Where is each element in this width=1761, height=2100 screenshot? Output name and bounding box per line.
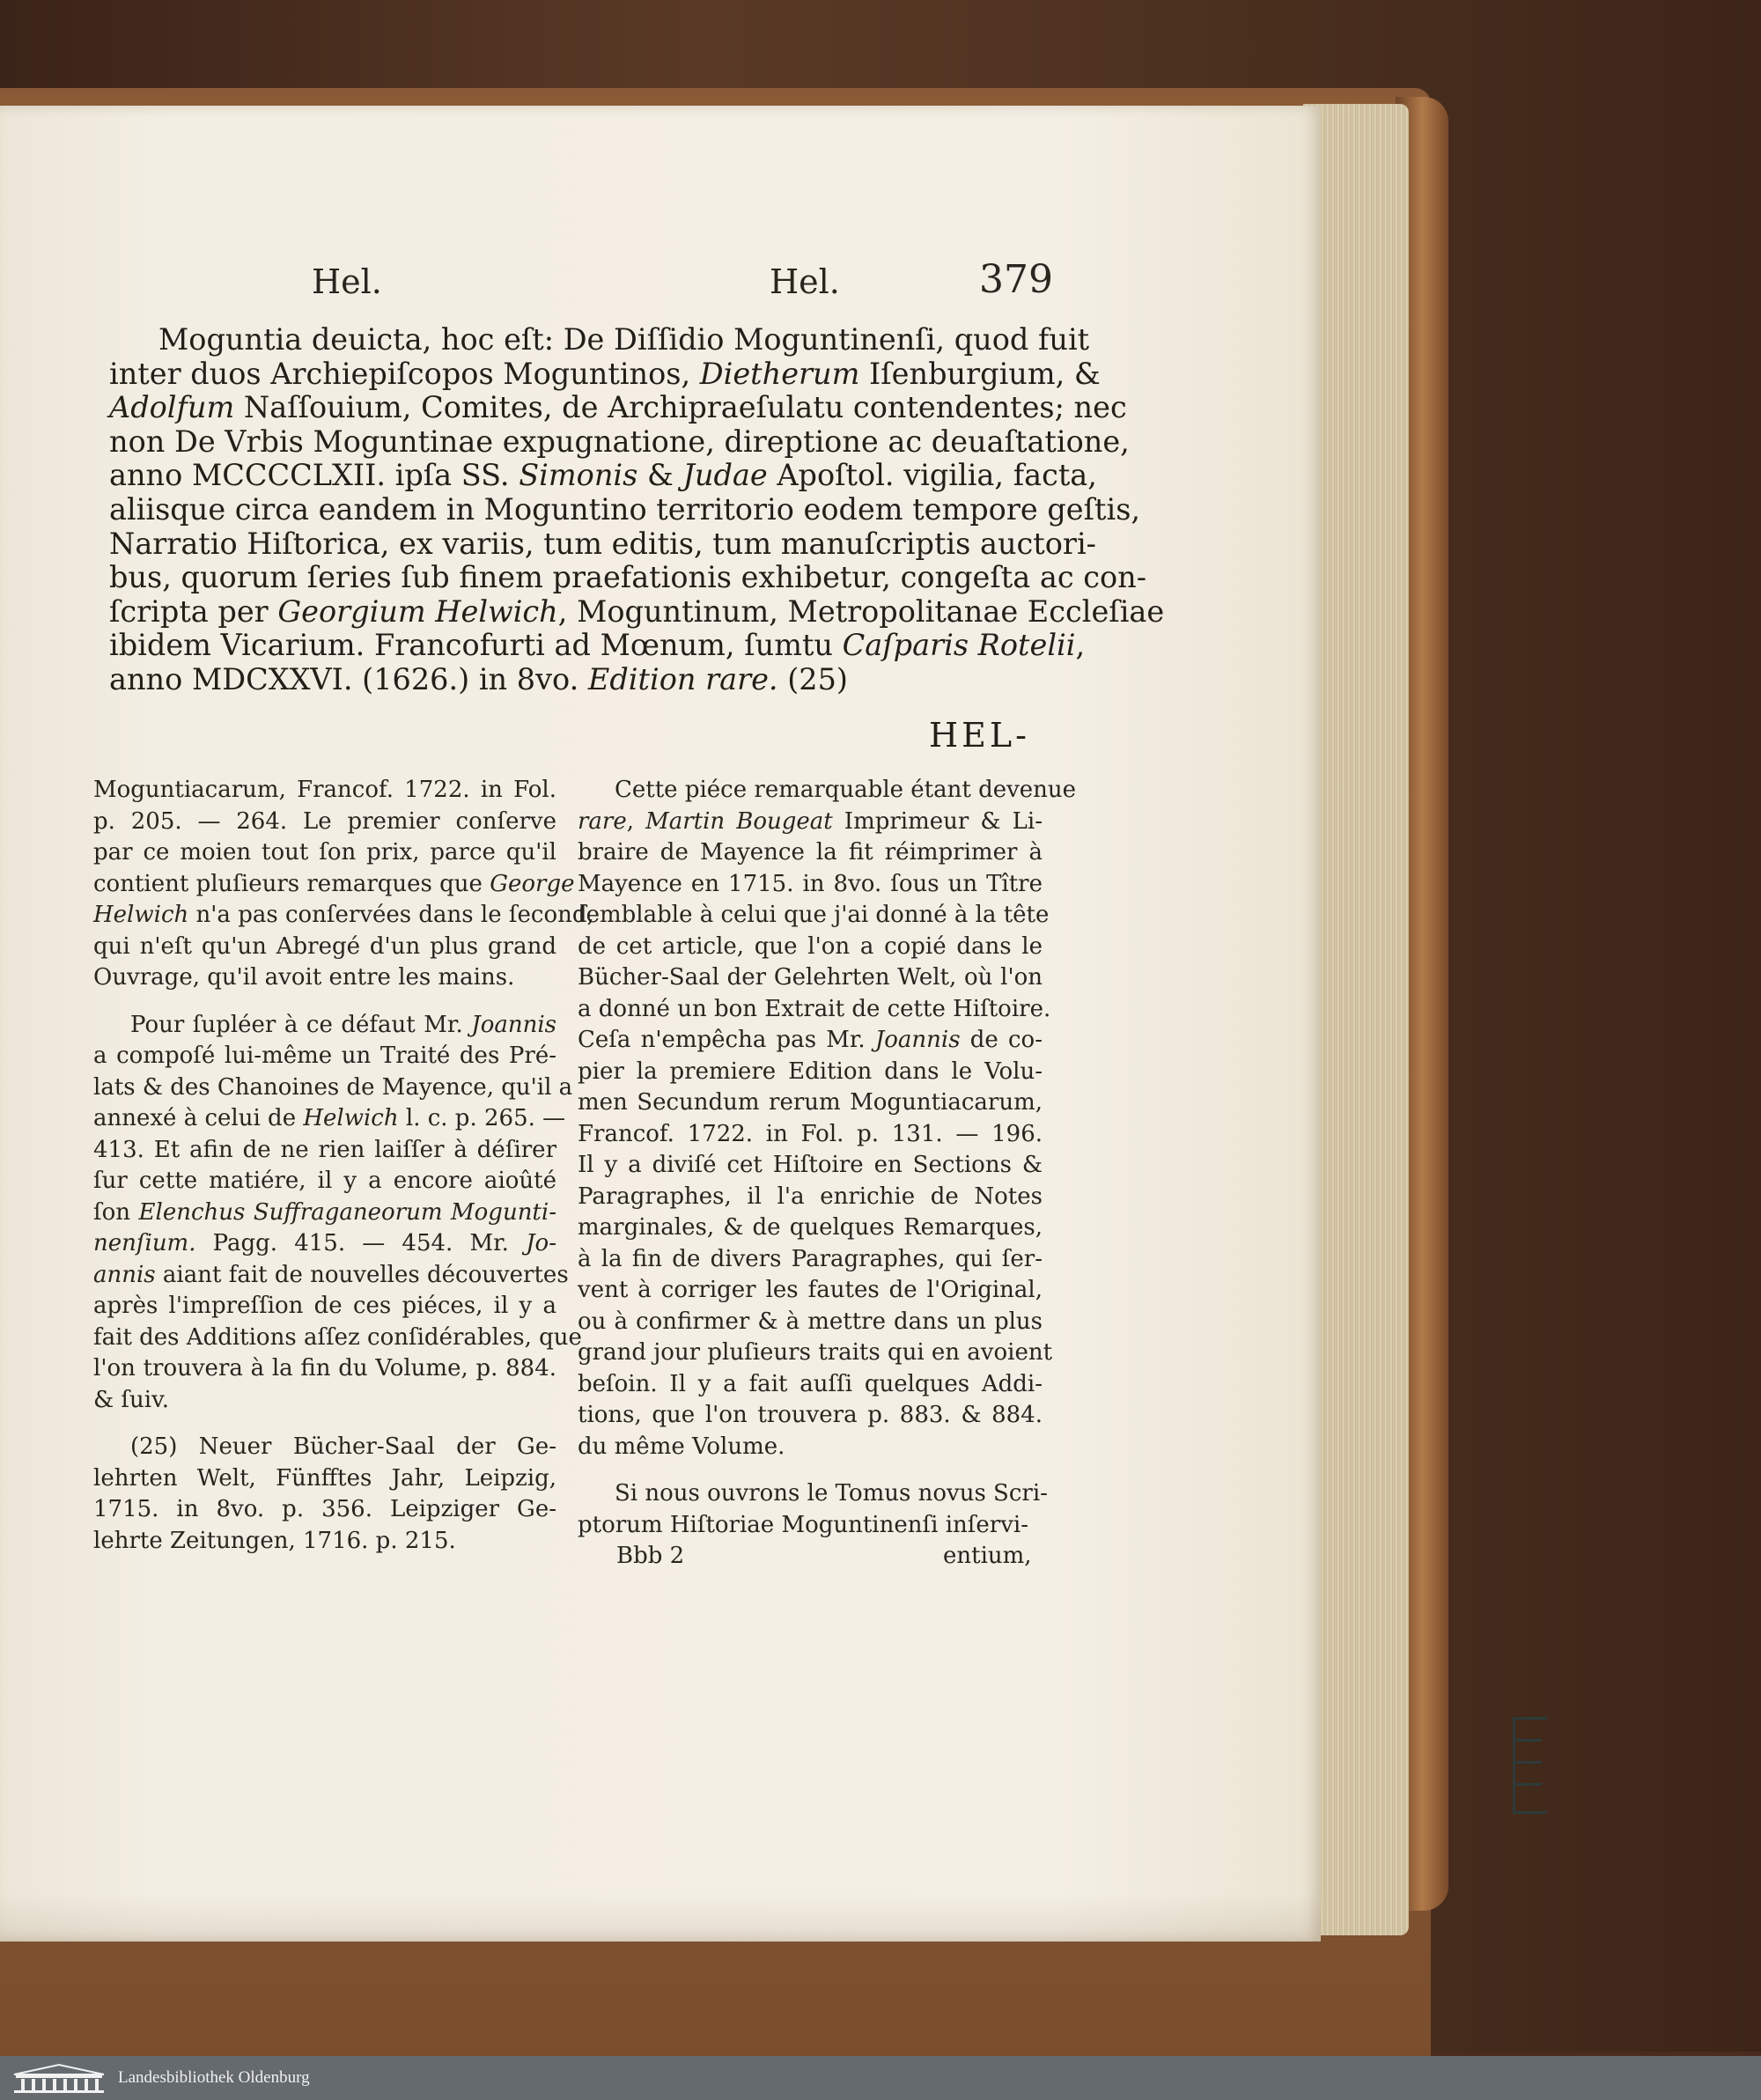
text-line [93,1103,566,1135]
entry-title-block [109,322,1165,697]
italic-text: Simonis [519,458,638,493]
text-line [578,1400,1043,1432]
text-line [93,1353,556,1385]
text-line [109,526,1096,562]
text-line [578,1025,1043,1057]
text-line [109,491,1141,527]
text-line [578,1087,1043,1119]
text-run: par ce moien tout ſon prix, parce qu'il [93,839,556,866]
italic-text: Judae [682,458,768,493]
text-run: tions, que l'on trouvera p. 883. & 884. [578,1402,1043,1428]
text-line [93,775,556,807]
text-run: p. 205. — 264. Le premier conſerve [93,807,556,835]
library-name: Landesbibliothek Oldenburg [118,2068,310,2087]
text-run: qui n'eſt qu'un Abregé d'un plus grand [93,932,556,960]
italic-text: Jo- [526,1230,556,1256]
text-line [578,932,1043,963]
text-line [93,1291,556,1323]
italic-text: Helwich [93,902,189,928]
italic-text: nenſium. [93,1230,196,1256]
text-line [109,593,1165,630]
text-run: Iſenburgium, & [859,356,1101,391]
text-line [578,1369,1043,1401]
text-run: , [1075,628,1086,663]
right-column [578,775,1077,1541]
color-marker-strip [1513,1717,1547,1814]
text-run: Narratio Hiſtorica, ex variis, tum editis, tum manuſcriptis auctori- [109,526,1096,561]
text-run: a donné un bon Extrait de cette Hiſtoire. [578,995,1051,1022]
text-run: ibidem Vicarium. Francofurti ad Mœnum, ſumtu [109,628,843,663]
page-shadow [0,1893,1321,1946]
text-run: braire de Mayence la fit réimprimer à [578,839,1043,866]
text-run: Pour ſupléer à ce défaut Mr. [130,1011,472,1038]
text-line [93,1463,556,1495]
text-run: (25) Neuer Bücher-Saal der Ge- [130,1433,556,1460]
text-run: de co- [960,1027,1043,1053]
paragraph-gap [93,994,556,1010]
italic-text: Dietherum [699,356,860,391]
text-run: l. c. p. 265. — [398,1105,566,1131]
text-line [109,322,1090,357]
text-run: ou à confirmer & à mettre dans un plus [578,1308,1043,1335]
italic-text: Joannis [874,1027,961,1053]
text-run: Si nous ouvrons le Tomus novus Scri- [615,1480,1048,1507]
text-run: inter duos Archiepiſcopos Moguntinos, [109,356,700,391]
text-run: beſoin. Il y a fait auſſi quelques Addi- [578,1370,1043,1397]
text-line [109,560,1147,595]
text-run: Naſſouium, Comites, de Archipraeſulatu contendentes; nec [234,390,1127,425]
text-run: anno MDCXXVI. (1626.) in 8vo. [109,661,588,696]
text-line [109,424,1130,460]
text-line [578,837,1043,869]
text-line [93,1166,556,1197]
text-run: & ſuiv. [93,1386,169,1413]
text-run: bus, quorum ſeries ſub finem praefationis exhibetur, congeſta ac con- [109,560,1147,595]
text-line [93,1010,556,1042]
text-line [578,1478,1048,1510]
text-line [578,994,1051,1026]
italic-text: Georgium Helwich [277,593,558,629]
text-run: (25) [777,661,848,696]
text-line [578,1150,1043,1182]
text-line [93,1494,556,1526]
text-line [93,1260,569,1292]
text-line [93,1228,556,1260]
text-run: non De Vrbis Moguntinae expugnatione, direptione ac deuaſtatione, [109,424,1130,459]
text-run: contient pluſieurs remarques que [93,870,490,897]
text-line [578,1337,1053,1369]
text-line [578,1510,1043,1542]
text-run: Imprimeur & Li- [832,807,1043,835]
italic-text: George [490,870,575,897]
text-run: vent à corriger les fautes de l'Original, [578,1277,1043,1303]
text-line [93,932,556,963]
text-line [578,1119,1043,1151]
text-run: après l'impreſſion de ces piéces, il y a [93,1293,556,1319]
text-line [578,1432,1043,1463]
text-line [109,628,1086,663]
running-head-left: Hel. [312,262,382,301]
text-run: Apoſtol. vigilia, facta, [767,458,1097,493]
text-run: 1715. in 8vo. p. 356. Leipziger Ge- [93,1496,556,1522]
italic-text: annis [93,1261,156,1288]
text-run: Moguntiacarum, Francof. 1722. in Fol. [93,777,556,803]
page-number: 379 [979,257,1053,302]
text-line [109,663,1043,697]
text-line [578,869,1043,901]
italic-text: Edition rare. [587,661,778,696]
italic-text: Martin Bougeat [645,807,833,835]
text-run: n'a pas conſervées dans le ſecond, [188,902,594,928]
text-run: Moguntia deuicta, hoc eſt: De Diſſidio Moguntinenſi, quod fuit [158,322,1090,357]
text-run: grand jour pluſieurs traits qui en avoient [578,1339,1053,1366]
text-run: Francof. 1722. in Fol. p. 131. — 196. [578,1120,1043,1147]
text-run: 413. Et afin de ne rien laiſſer à déſirer [93,1136,556,1163]
text-run: Il y a diviſé cet Hiſtoire en Sections & [578,1152,1043,1178]
catchword-hel: HEL- [929,716,1030,755]
text-run: lats & des Chanoines de Mayence, qu'il a [93,1073,573,1101]
text-run: & [637,458,683,493]
text-line [109,458,1097,493]
text-line [578,962,1043,994]
text-run: Cette piéce remarquable étant devenue [615,777,1077,803]
text-line [93,837,556,869]
catchword-bottom: entium, [943,1543,1032,1569]
text-line [578,1275,1043,1307]
paragraph-gap [578,1463,1043,1478]
text-run: ptorum Hiſtoriae Moguntinenſi inſervi- [578,1511,1028,1538]
paragraph-gap [93,1416,556,1432]
text-run: , [626,807,646,835]
text-run: Pagg. 415. — 454. Mr. [195,1230,527,1256]
text-run: fait des Additions aſſez conſidérables, que [93,1323,582,1351]
library-building-logo [11,2062,107,2094]
italic-text: Adolfum [109,390,235,425]
text-line [93,962,556,994]
text-line [93,1072,573,1104]
text-run: annexé à celui de [93,1105,304,1131]
text-line [93,1323,582,1354]
left-column [93,775,594,1557]
text-line [93,1385,556,1417]
text-line [578,1057,1043,1088]
text-run: de cet article, que l'on a copié dans le [578,932,1043,960]
text-run: l'on trouvera à la fin du Volume, p. 884. [93,1355,556,1382]
text-run: anno MCCCCLXII. ipſa SS. [109,458,519,493]
text-line [93,1135,556,1167]
text-run: aiant fait de nouvelles découvertes [155,1261,569,1288]
text-line [578,807,1043,838]
text-run: lehrte Zeitungen, 1716. p. 215. [93,1527,456,1554]
text-line [93,869,575,901]
text-line [93,1041,556,1072]
text-line [578,1307,1043,1338]
text-run: lehrten Welt, Fünfftes Jahr, Leipzig, [93,1464,556,1492]
text-run: Mayence en 1715. in 8vo. ſous un Tître [578,870,1043,897]
text-run: pier la premiere Edition dans le Volu- [578,1057,1043,1085]
italic-text: Caſparis Rotelii [842,628,1076,663]
text-run: a compoſé lui-même un Traité des Pré- [93,1043,556,1069]
text-line [578,1182,1043,1213]
text-line [578,775,1077,807]
text-line [578,1244,1043,1276]
italic-text: Joannis [471,1011,556,1038]
text-run: men Secundum rerum Moguntiacarum, [578,1089,1043,1116]
signature-mark: Bbb 2 [616,1543,685,1569]
text-run: ſur cette matiére, il y a encore aioûté [93,1168,556,1194]
text-line [109,390,1127,425]
text-run: marginales, & de quelques Remarques, [578,1214,1043,1241]
text-run: ſcripta per [109,593,278,629]
text-line [93,807,556,838]
text-line [93,1432,556,1463]
text-line [578,900,1050,932]
text-line [109,356,1101,392]
text-line [93,1526,556,1558]
text-run: ſon [93,1198,139,1226]
text-line [93,900,594,932]
text-line [578,1212,1043,1244]
text-run: aliisque circa eandem in Moguntino territorio eodem tempore geſtis, [109,491,1141,527]
text-run: , Moguntinum, Metropolitanae Eccleſiae [557,593,1165,629]
text-run: du même Volume. [578,1433,785,1460]
text-run: ſemblable à celui que j'ai donné à la tête [578,902,1050,928]
text-run: Ceſa n'empêcha pas Mr. [578,1027,875,1053]
running-head-center: Hel. [770,262,840,301]
text-run: à la fin de divers Paragraphes, qui ſer- [578,1245,1043,1272]
text-run: Ouvrage, qu'il avoit entre les mains. [93,964,515,991]
italic-text: rare [578,807,627,835]
italic-text: Elenchus Suffraganeorum Mogunti- [138,1198,556,1226]
text-line [93,1197,556,1229]
text-run: Bücher-Saal der Gelehrten Welt, où l'on [578,964,1043,991]
text-run: Paragraphes, il l'a enrichie de Notes [578,1183,1043,1210]
italic-text: Helwich [303,1105,399,1131]
